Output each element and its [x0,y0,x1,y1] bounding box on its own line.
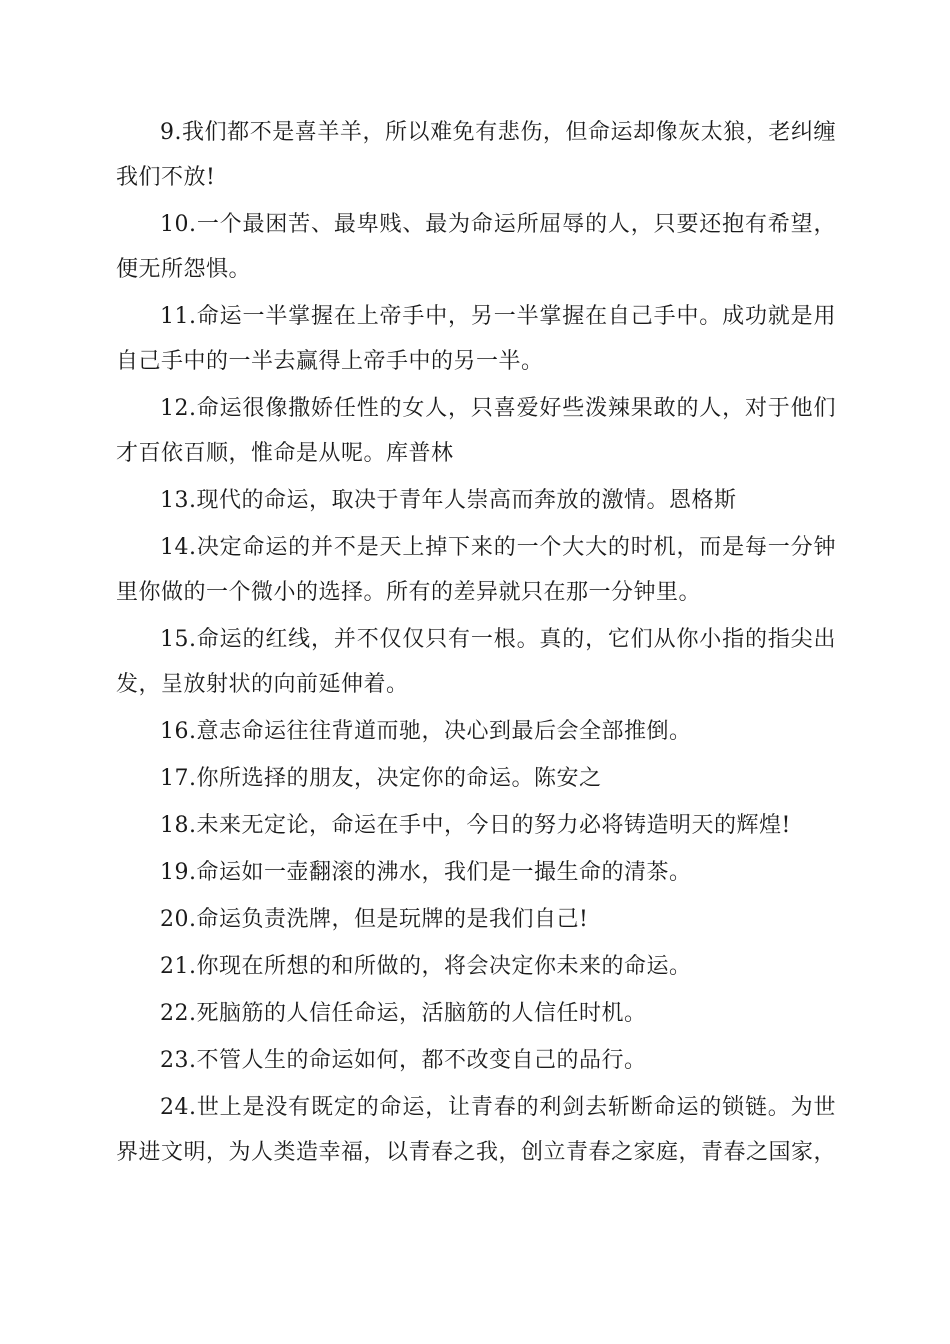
paragraph-21: 21.你现在所想的和所做的，将会决定你未来的命运。 [160,954,692,979]
paragraph-14: 14.决定命运的并不是天上掉下来的一个大大的时机，而是每一分钟里你做的一个微小的选择。所有的差异就只在那一分钟里。 [116,535,836,605]
paragraph-10: 10.一个最困苦、最卑贱、最为命运所屈辱的人，只要还抱有希望，便无所怨惧。 [116,212,836,282]
paragraph-11: 11.命运一半掌握在上帝手中，另一半掌握在自己手中。成功就是用自己手中的一半去赢得上帝手中的另一半。 [116,304,836,374]
paragraph-19: 19.命运如一壶翻滚的沸水，我们是一撮生命的清茶。 [160,860,692,885]
paragraph-22: 22.死脑筋的人信任命运，活脑筋的人信任时机。 [160,1001,647,1026]
paragraph-13: 13.现代的命运，取决于青年人崇高而奔放的激情。恩格斯 [160,488,737,513]
paragraph-16: 16.意志命运往往背道而驰，决心到最后会全部推倒。 [160,719,692,744]
paragraph-23: 23.不管人生的命运如何，都不改变自己的品行。 [160,1048,647,1073]
paragraph-9: 9.我们都不是喜羊羊，所以难免有悲伤，但命运却像灰太狼，老纠缠我们不放! [116,120,836,190]
paragraph-15: 15.命运的红线，并不仅仅只有一根。真的，它们从你小指的指尖出发，呈放射状的向前延伸着。 [116,627,836,697]
paragraph-18: 18.未来无定论，命运在手中，今日的努力必将铸造明天的辉煌! [160,813,791,838]
paragraph-12: 12.命运很像撒娇任性的女人，只喜爱好些泼辣果敢的人，对于他们才百依百顺，惟命是从呢。库普林 [116,396,836,466]
paragraph-17: 17.你所选择的朋友，决定你的命运。陈安之 [160,766,602,791]
paragraph-20: 20.命运负责洗牌，但是玩牌的是我们自己! [160,907,589,932]
paragraph-24: 24.世上是没有既定的命运，让青春的利剑去斩断命运的锁链。为世界进文明，为人类造幸福，以青春之我，创立青春之家庭，青春之国家， [116,1095,837,1165]
document-body [116,110,836,1177]
